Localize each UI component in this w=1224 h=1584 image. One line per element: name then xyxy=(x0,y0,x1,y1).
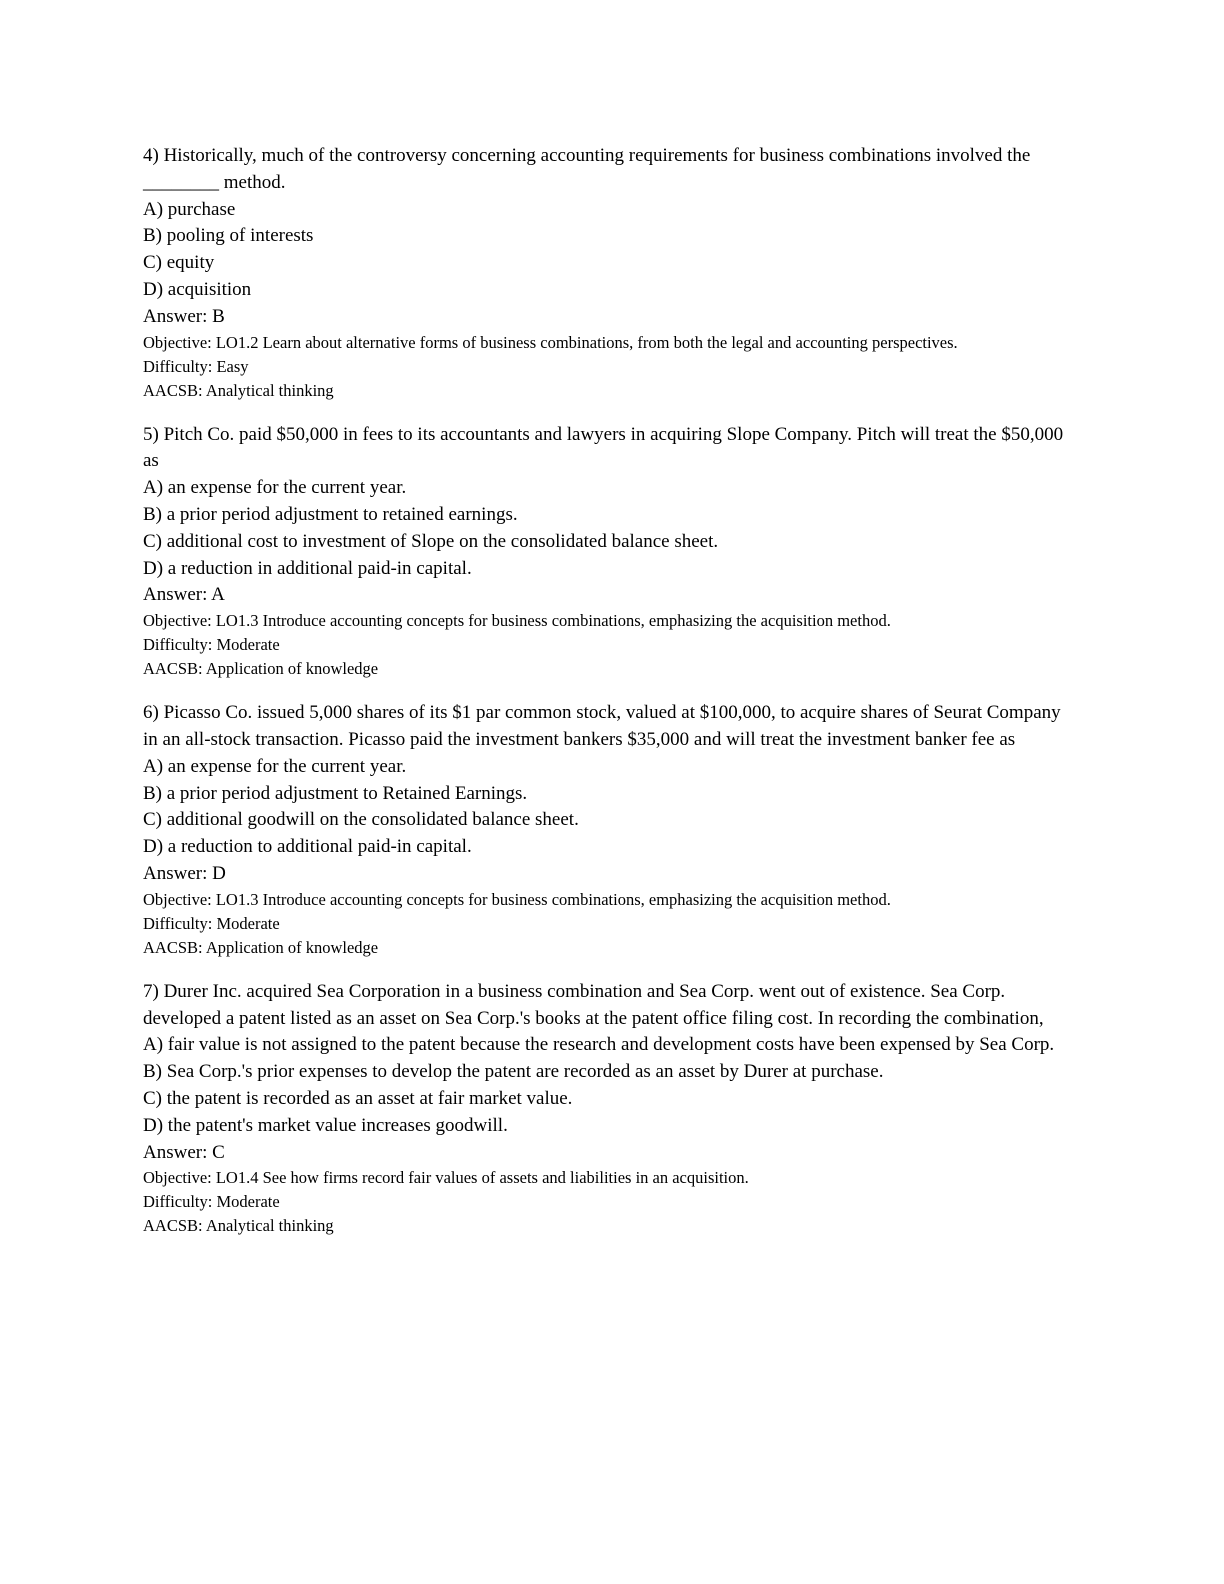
option-a: A) an expense for the current year. xyxy=(143,755,407,777)
option-a: A) fair value is not assigned to the patent because the research and development costs have been expensed by Sea Corp. xyxy=(143,1034,1055,1056)
objective: Objective: LO1.3 Introduce accounting concepts for business combinations, emphasizing the acquisition method. xyxy=(143,889,891,909)
option-c: C) additional cost to investment of Slope on the consolidated balance sheet. xyxy=(143,530,719,552)
option-d: D) the patent's market value increases goodwill. xyxy=(143,1114,508,1136)
objective: Objective: LO1.3 Introduce accounting concepts for business combinations, emphasizing the acquisition method. xyxy=(143,611,891,631)
option-d: D) acquisition xyxy=(143,278,252,300)
option-c: C) additional goodwill on the consolidated balance sheet. xyxy=(143,809,579,831)
aacsb: AACSB: Application of knowledge xyxy=(143,937,379,957)
question-7 xyxy=(143,979,1073,1239)
option-b: B) a prior period adjustment to Retained Earnings. xyxy=(143,782,528,804)
option-c: C) equity xyxy=(143,252,215,274)
option-b: B) a prior period adjustment to retained earnings. xyxy=(143,503,518,525)
aacsb: AACSB: Analytical thinking xyxy=(143,1216,334,1236)
difficulty: Difficulty: Moderate xyxy=(143,635,280,655)
question-5 xyxy=(143,422,1073,682)
option-b: B) pooling of interests xyxy=(143,225,314,247)
question-4 xyxy=(143,143,1073,403)
question-stem: 5) Pitch Co. paid $50,000 in fees to its accountants and lawyers in acquiring Slope Company. Pitch will treat the $50,000 as xyxy=(143,423,1064,472)
option-b: B) Sea Corp.'s prior expenses to develop the patent are recorded as an asset by Durer at purchase. xyxy=(143,1061,884,1083)
question-6 xyxy=(143,700,1073,960)
option-a: A) purchase xyxy=(143,198,236,220)
question-stem: 7) Durer Inc. acquired Sea Corporation in a business combination and Sea Corp. went out of existence. Sea Corp. developed a patent listed as an asset on Sea Corp.'s books at the patent office filing cost. In recording the combination, xyxy=(143,980,1044,1029)
difficulty: Difficulty: Moderate xyxy=(143,913,280,933)
option-c: C) the patent is recorded as an asset at fair market value. xyxy=(143,1087,573,1109)
question-stem: 6) Picasso Co. issued 5,000 shares of its $1 par common stock, valued at $100,000, to acquire shares of Seurat Company in an all-stock transaction. Picasso paid the investment bankers $35,000 and will treat the investment banker fee as xyxy=(143,702,1061,750)
difficulty: Difficulty: Easy xyxy=(143,356,249,376)
answer: Answer: B xyxy=(143,305,225,327)
objective: Objective: LO1.2 Learn about alternative forms of business combinations, from both the legal and accounting perspectives. xyxy=(143,332,958,352)
option-a: A) an expense for the current year. xyxy=(143,477,407,499)
document-page xyxy=(143,143,1073,1238)
option-d: D) a reduction in additional paid-in capital. xyxy=(143,557,472,579)
objective: Objective: LO1.4 See how firms record fair values of assets and liabilities in an acquisition. xyxy=(143,1168,749,1188)
aacsb: AACSB: Analytical thinking xyxy=(143,380,334,400)
answer: Answer: A xyxy=(143,584,225,606)
answer: Answer: C xyxy=(143,1141,225,1163)
answer: Answer: D xyxy=(143,862,226,884)
question-stem: 4) Historically, much of the controversy concerning accounting requirements for business combinations involved the ________ method. xyxy=(143,145,1031,193)
option-d: D) a reduction to additional paid-in capital. xyxy=(143,836,472,858)
aacsb: AACSB: Application of knowledge xyxy=(143,659,379,679)
difficulty: Difficulty: Moderate xyxy=(143,1192,280,1212)
